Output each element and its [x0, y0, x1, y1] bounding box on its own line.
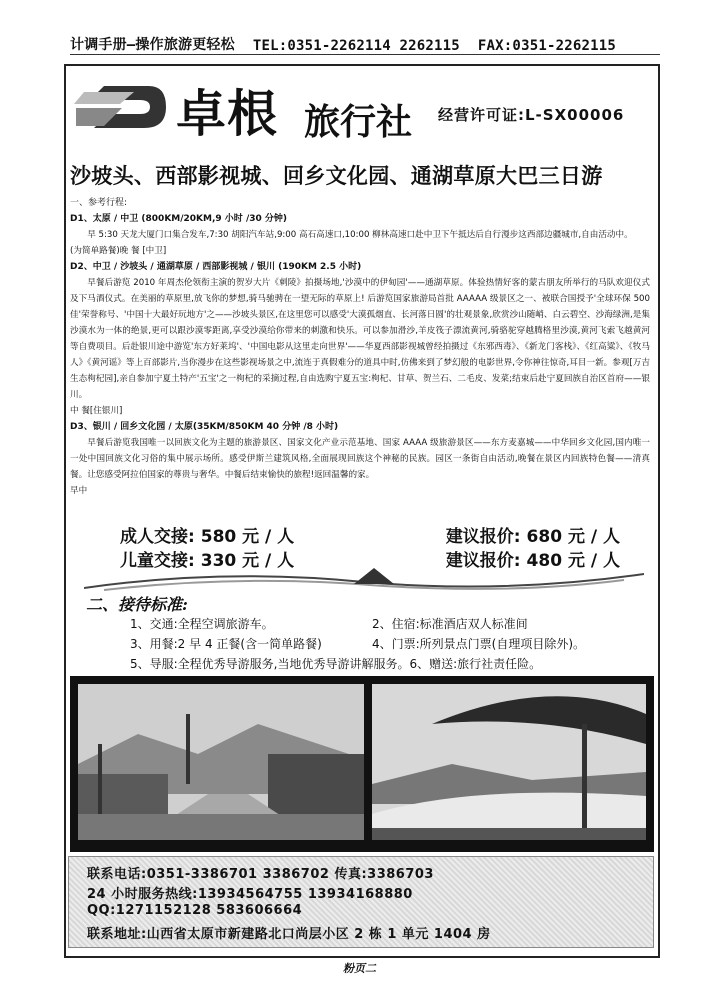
day-2-head: D2、中卫 / 沙坡头 / 通湖草原 / 西部影视城 / 银川 (190KM 2.5 小时)	[70, 262, 362, 272]
standards-row	[130, 654, 650, 674]
standard-lodging: 2、住宿:标准酒店双人标准间	[372, 617, 528, 631]
company-logo-icon	[74, 78, 169, 136]
river-umbrella-photo	[372, 684, 646, 840]
standard-guide: 5、导服:全程优秀导游服务,当地优秀导游讲解服务。6、赠送:旅行社责任险。	[130, 657, 542, 671]
standards-title: 二、接待标准:	[86, 595, 188, 614]
day-2-note: 中 餐[住银川]	[70, 406, 123, 416]
contact-box	[68, 856, 654, 948]
brand-suffix: 旅行社	[304, 101, 413, 143]
day-1-note: (为简单路餐)晚 餐 [中卫]	[70, 246, 167, 256]
adult-label: 成人交接:	[120, 527, 195, 547]
child-suggest-price: 480 元 / 人	[526, 551, 620, 571]
film-studio-photo	[78, 684, 364, 840]
license-number: 经营许可证:L-SX00006	[438, 106, 625, 124]
page-footer: 粉页二	[343, 962, 376, 975]
adult-suggest-price: 680 元 / 人	[526, 527, 620, 547]
service-standards	[130, 614, 650, 674]
contact-phone: 联系电话:0351-3386701 3386702 传真:3386703	[87, 867, 434, 882]
child-label: 儿童交接:	[120, 551, 195, 571]
top-contact-bar	[70, 34, 660, 55]
day-1-head: D1、太原 / 中卫 (800KM/20KM,9 小时 /30 分钟)	[70, 214, 287, 224]
day-3-note: 早中	[70, 486, 88, 496]
standards-row	[130, 634, 650, 654]
day-2-body: 早餐后游览 2010 年周杰伦领衔主演的贺岁大片《刺陵》拍摄场地,'沙漠中的伊甸园'——通湖草原。体验热情好客的蒙古朋友所举行的马队欢迎仪式及下马酒仪式。在美丽的草原里,放飞你的梦想,骑马驰骋在一望无际的草原上! 后游览国家旅游局首批 AAAAA 级景区之一、被联合国授予'全球环保 500 佳'荣誉称号、'中国十大最好玩地方'之——沙坡头景区,在这里您可以感受'大漠孤烟直、长河落日圆'的壮观景象,欣赏沙山随峭、白云碧空、沙海绿洲,是集沙漠水为一体的绝景,更可以跟沙漠零距离,享受沙漠给你带来的刺激和快乐。可以参加滑沙,羊皮筏子漂流黄河,骑骆驼穿越腾格里沙漠,黄河飞索飞越黄河等自费项目。后赴银川途中游览'东方好莱坞'、'中国电影从这里走向世界'——华夏西部影视城曾经拍摄过《东邪西毒》、《新龙门客栈》、《红高粱》、《牧马人》《黄河谣》等上百部影片,当你漫步在这些影视场景之中,流连于真假难分的道具中时,仿佛来到了梦幻般的电影世界,令你神往惊奇,耳目一新。参观[万吉生态枸杞园],亲自参加宁夏土特产'五宝'之一枸杞的采摘过程,自由选购宁夏五宝:枸杞、甘草、贺兰石、二毛皮、发菜;结束后赴宁夏回族自治区首府——银川。	[70, 278, 650, 400]
brand-name: 卓根	[176, 84, 278, 143]
adult-price-row	[120, 522, 620, 546]
itinerary-label: 一、参考行程:	[70, 198, 128, 208]
adult-suggest-label: 建议报价:	[445, 527, 521, 547]
top-fax: FAX:0351-2262115	[477, 38, 616, 54]
decorative-wave-icon	[84, 564, 644, 594]
day-3-head: D3、银川 / 回乡文化园 / 太原(35KM/850KM 40 分钟 /8 小时)	[70, 422, 339, 432]
company-header	[68, 68, 652, 148]
contact-qq: QQ:1271152128 583606664	[87, 903, 303, 918]
day-1-body: 早 5:30 天龙大厦门口集合发车,7:30 胡阳汽车站,9:00 高石高速口,10:00 柳林高速口赴中卫下午抵达后自行漫步这西部边疆城市,自由活动中。	[87, 230, 633, 240]
contact-address: 联系地址:山西省太原市新建路北口尚层小区 2 栋 1 单元 1404 房	[87, 927, 491, 942]
top-tel: TEL:0351-2262114 2262115	[252, 38, 460, 54]
standard-transport: 1、交通:全程空调旅游车。	[130, 617, 274, 631]
photo-strip	[70, 676, 654, 852]
standards-row	[130, 614, 650, 634]
tour-title: 沙坡头、西部影视城、回乡文化园、通湖草原大巴三日游	[70, 163, 603, 188]
standard-meals: 3、用餐:2 早 4 正餐(含一简单路餐)	[130, 637, 322, 651]
adult-price: 580 元 / 人	[200, 527, 295, 547]
price-block	[120, 522, 620, 570]
itinerary	[70, 195, 650, 499]
slogan: 计调手册—操作旅游更轻松	[70, 37, 235, 53]
day-3-body: 早餐后游览我国唯一以回族文化为主题的旅游景区、国家文化产业示范基地、国家 AAAA 级旅游景区——东方麦嘉城——中华回乡文化园,国内唯一一处中国回族文化习俗的集中展示场所。感受伊斯兰建筑风格,全面展现回族这个神秘的民族。园区一条街自由活动,晚餐在景区内回族特色餐——清真餐。让您感受阿拉伯国家的尊贵与奢华。中餐后结束愉快的旅程!返回温馨的家。	[70, 438, 650, 480]
standard-tickets: 4、门票:所列景点门票(自理项目除外)。	[372, 637, 586, 651]
contact-hotline: 24 小时服务热线:13934564755 13934168880	[87, 887, 413, 902]
child-suggest-label: 建议报价:	[445, 551, 521, 571]
child-price: 330 元 / 人	[200, 551, 295, 571]
